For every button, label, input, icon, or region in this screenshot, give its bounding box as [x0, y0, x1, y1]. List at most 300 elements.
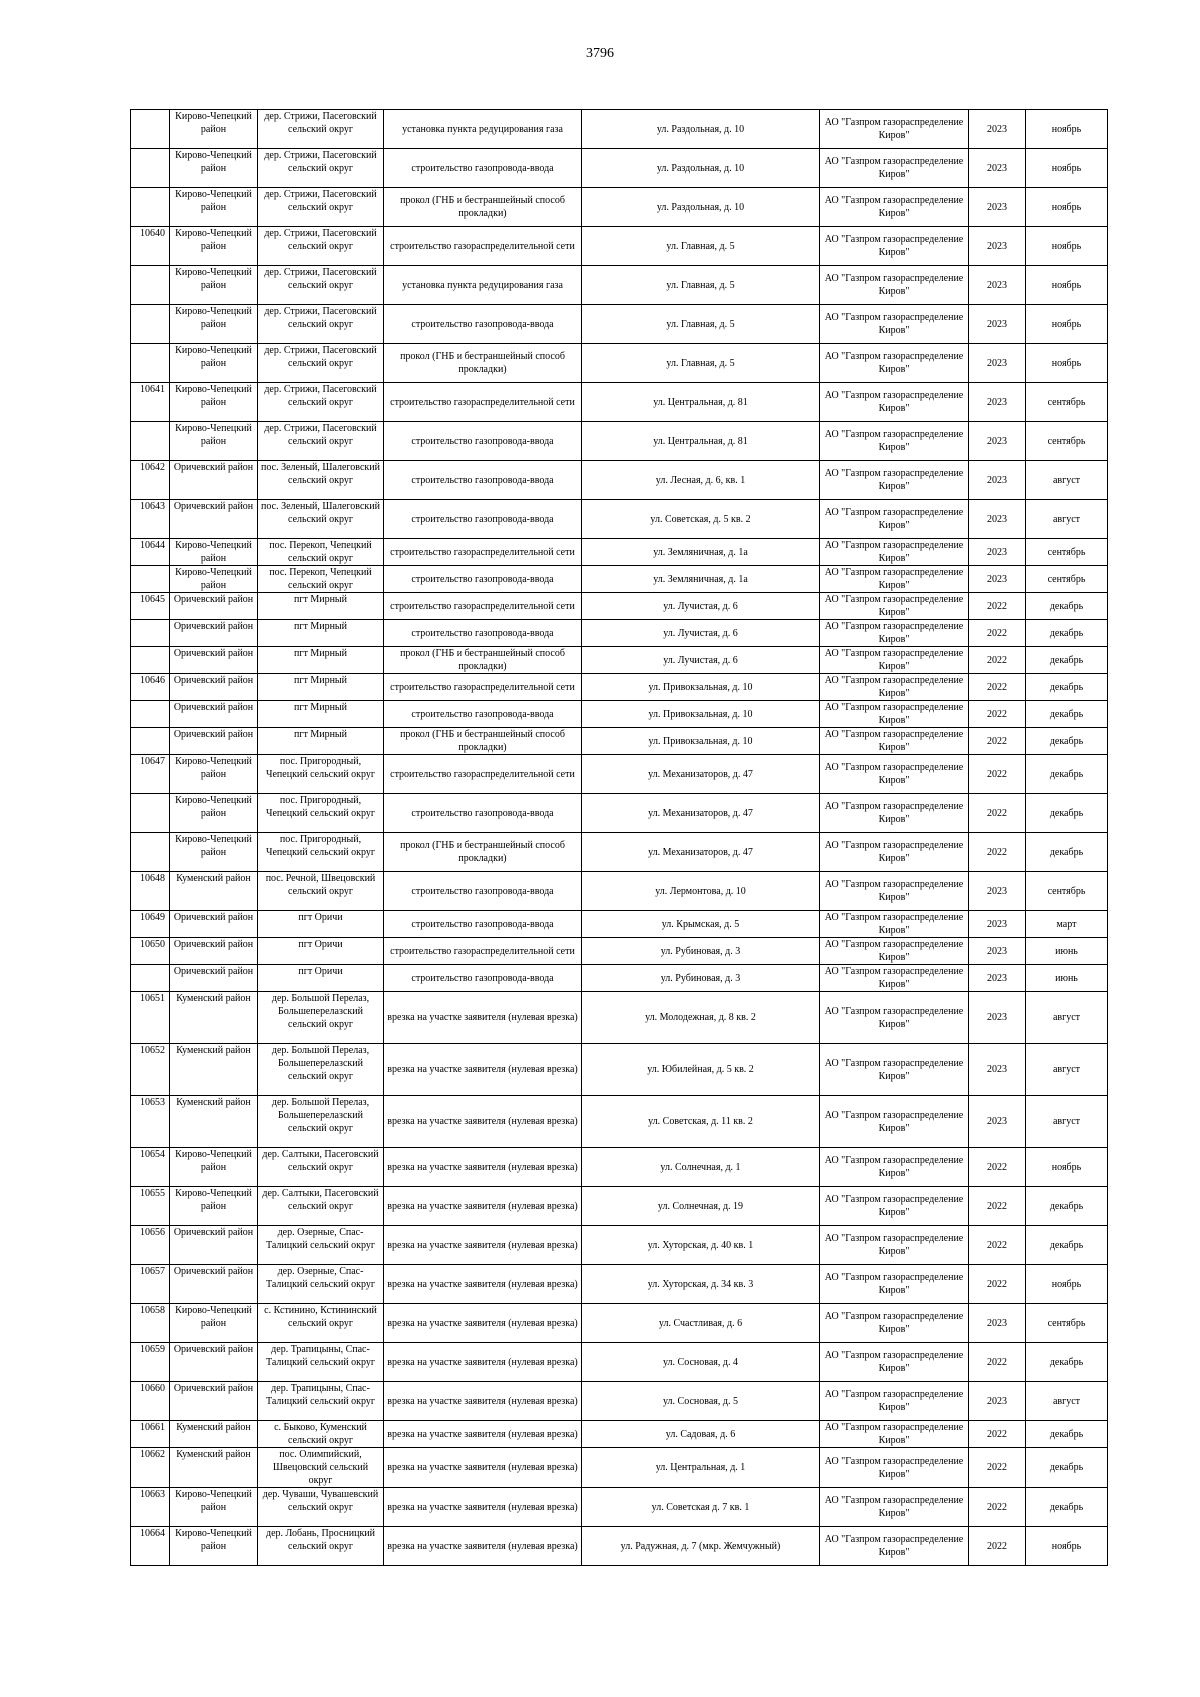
work-type-cell: врезка на участке заявителя (нулевая врезка): [384, 1343, 582, 1382]
work-type-cell: строительство газопровода-ввода: [384, 461, 582, 500]
month-cell: август: [1026, 461, 1108, 500]
settlement-cell: пгт Мирный: [258, 647, 384, 674]
month-cell: декабрь: [1026, 593, 1108, 620]
organization-cell: АО "Газпром газораспределение Киров": [820, 1304, 969, 1343]
work-type-cell: строительство газопровода-ввода: [384, 422, 582, 461]
row-number: [131, 305, 170, 344]
settlement-cell: дер. Салтыки, Пасеговский сельский округ: [258, 1187, 384, 1226]
address-cell: ул. Раздольная, д. 10: [582, 110, 820, 149]
year-cell: 2023: [969, 305, 1026, 344]
district-cell: Куменский район: [170, 992, 258, 1044]
work-type-cell: врезка на участке заявителя (нулевая врезка): [384, 1304, 582, 1343]
settlement-cell: пгт Мирный: [258, 728, 384, 755]
work-type-cell: строительство газораспределительной сети: [384, 539, 582, 566]
settlement-cell: пгт Мирный: [258, 620, 384, 647]
address-cell: ул. Механизаторов, д. 47: [582, 794, 820, 833]
month-cell: сентябрь: [1026, 1304, 1108, 1343]
district-cell: Куменский район: [170, 872, 258, 911]
work-type-cell: врезка на участке заявителя (нулевая врезка): [384, 1096, 582, 1148]
address-cell: ул. Раздольная, д. 10: [582, 188, 820, 227]
address-cell: ул. Советская д. 7 кв. 1: [582, 1488, 820, 1527]
settlement-cell: пгт Оричи: [258, 965, 384, 992]
address-cell: ул. Главная, д. 5: [582, 305, 820, 344]
month-cell: декабрь: [1026, 674, 1108, 701]
work-type-cell: врезка на участке заявителя (нулевая врезка): [384, 1382, 582, 1421]
settlement-cell: дер. Озерные, Спас-Талицкий сельский округ: [258, 1265, 384, 1304]
row-number: 10655: [131, 1187, 170, 1226]
organization-cell: АО "Газпром газораспределение Киров": [820, 755, 969, 794]
organization-cell: АО "Газпром газораспределение Киров": [820, 1488, 969, 1527]
table-row: [131, 938, 1108, 965]
address-cell: ул. Привокзальная, д. 10: [582, 728, 820, 755]
settlement-cell: пос. Пригородный, Чепецкий сельский округ: [258, 755, 384, 794]
row-number: [131, 647, 170, 674]
table-row: [131, 422, 1108, 461]
table-row: [131, 620, 1108, 647]
district-cell: Оричевский район: [170, 1226, 258, 1265]
year-cell: 2022: [969, 1421, 1026, 1448]
row-number: [131, 728, 170, 755]
month-cell: декабрь: [1026, 701, 1108, 728]
table-row: [131, 1265, 1108, 1304]
year-cell: 2023: [969, 1304, 1026, 1343]
row-number: 10663: [131, 1488, 170, 1527]
work-type-cell: врезка на участке заявителя (нулевая врезка): [384, 1044, 582, 1096]
month-cell: декабрь: [1026, 1488, 1108, 1527]
district-cell: Оричевский район: [170, 701, 258, 728]
district-cell: Кирово-Чепецкий район: [170, 422, 258, 461]
row-number: 10652: [131, 1044, 170, 1096]
month-cell: сентябрь: [1026, 539, 1108, 566]
row-number: [131, 620, 170, 647]
organization-cell: АО "Газпром газораспределение Киров": [820, 1187, 969, 1226]
settlement-cell: пос. Зеленый, Шалеговский сельский округ: [258, 461, 384, 500]
settlement-cell: дер. Стрижи, Пасеговский сельский округ: [258, 383, 384, 422]
organization-cell: АО "Газпром газораспределение Киров": [820, 110, 969, 149]
organization-cell: АО "Газпром газораспределение Киров": [820, 872, 969, 911]
district-cell: Кирово-Чепецкий район: [170, 1488, 258, 1527]
work-type-cell: строительство газораспределительной сети: [384, 674, 582, 701]
table-row: [131, 1448, 1108, 1488]
organization-cell: АО "Газпром газораспределение Киров": [820, 1044, 969, 1096]
settlement-cell: дер. Чуваши, Чувашевский сельский округ: [258, 1488, 384, 1527]
organization-cell: АО "Газпром газораспределение Киров": [820, 794, 969, 833]
year-cell: 2022: [969, 701, 1026, 728]
work-type-cell: врезка на участке заявителя (нулевая врезка): [384, 1187, 582, 1226]
year-cell: 2022: [969, 1527, 1026, 1566]
year-cell: 2022: [969, 674, 1026, 701]
row-number: 10650: [131, 938, 170, 965]
address-cell: ул. Центральная, д. 81: [582, 422, 820, 461]
settlement-cell: дер. Салтыки, Пасеговский сельский округ: [258, 1148, 384, 1187]
district-cell: Кирово-Чепецкий район: [170, 539, 258, 566]
organization-cell: АО "Газпром газораспределение Киров": [820, 938, 969, 965]
year-cell: 2023: [969, 149, 1026, 188]
organization-cell: АО "Газпром газораспределение Киров": [820, 911, 969, 938]
table-row: [131, 383, 1108, 422]
table-row: [131, 1044, 1108, 1096]
work-type-cell: установка пункта редуцирования газа: [384, 266, 582, 305]
row-number: 10656: [131, 1226, 170, 1265]
district-cell: Оричевский район: [170, 965, 258, 992]
settlement-cell: дер. Трапицыны, Спас-Талицкий сельский округ: [258, 1343, 384, 1382]
address-cell: ул. Привокзальная, д. 10: [582, 674, 820, 701]
row-number: 10661: [131, 1421, 170, 1448]
row-number: 10657: [131, 1265, 170, 1304]
organization-cell: АО "Газпром газораспределение Киров": [820, 1527, 969, 1566]
month-cell: декабрь: [1026, 794, 1108, 833]
table-row: [131, 305, 1108, 344]
address-cell: ул. Советская, д. 11 кв. 2: [582, 1096, 820, 1148]
address-cell: ул. Солнечная, д. 19: [582, 1187, 820, 1226]
organization-cell: АО "Газпром газораспределение Киров": [820, 1096, 969, 1148]
work-type-cell: прокол (ГНБ и бестраншейный способ прокладки): [384, 833, 582, 872]
work-type-cell: строительство газопровода-ввода: [384, 794, 582, 833]
row-number: [131, 833, 170, 872]
table-row: [131, 1187, 1108, 1226]
organization-cell: АО "Газпром газораспределение Киров": [820, 620, 969, 647]
work-type-cell: строительство газопровода-ввода: [384, 500, 582, 539]
district-cell: Оричевский район: [170, 728, 258, 755]
table-row: [131, 227, 1108, 266]
organization-cell: АО "Газпром газораспределение Киров": [820, 701, 969, 728]
district-cell: Кирово-Чепецкий район: [170, 266, 258, 305]
settlement-cell: дер. Большой Перелаз, Большеперелазский сельский округ: [258, 1044, 384, 1096]
year-cell: 2022: [969, 833, 1026, 872]
table-row: [131, 500, 1108, 539]
settlement-cell: пгт Мирный: [258, 593, 384, 620]
address-cell: ул. Раздольная, д. 10: [582, 149, 820, 188]
year-cell: 2022: [969, 755, 1026, 794]
organization-cell: АО "Газпром газораспределение Киров": [820, 728, 969, 755]
row-number: [131, 422, 170, 461]
district-cell: Кирово-Чепецкий район: [170, 149, 258, 188]
district-cell: Оричевский район: [170, 647, 258, 674]
district-cell: Оричевский район: [170, 461, 258, 500]
year-cell: 2022: [969, 620, 1026, 647]
district-cell: Оричевский район: [170, 1265, 258, 1304]
settlement-cell: дер. Лобань, Просницкий сельский округ: [258, 1527, 384, 1566]
organization-cell: АО "Газпром газораспределение Киров": [820, 422, 969, 461]
work-type-cell: строительство газораспределительной сети: [384, 593, 582, 620]
month-cell: декабрь: [1026, 1226, 1108, 1265]
year-cell: 2022: [969, 1148, 1026, 1187]
year-cell: 2023: [969, 500, 1026, 539]
month-cell: август: [1026, 1096, 1108, 1148]
month-cell: ноябрь: [1026, 149, 1108, 188]
settlement-cell: дер. Большой Перелаз, Большеперелазский сельский округ: [258, 992, 384, 1044]
organization-cell: АО "Газпром газораспределение Киров": [820, 992, 969, 1044]
settlement-cell: дер. Стрижи, Пасеговский сельский округ: [258, 110, 384, 149]
organization-cell: АО "Газпром газораспределение Киров": [820, 647, 969, 674]
table-row: [131, 872, 1108, 911]
address-cell: ул. Сосновая, д. 4: [582, 1343, 820, 1382]
row-number: 10648: [131, 872, 170, 911]
month-cell: август: [1026, 1382, 1108, 1421]
district-cell: Оричевский район: [170, 938, 258, 965]
table-row: [131, 1226, 1108, 1265]
year-cell: 2022: [969, 1448, 1026, 1488]
table-row: [131, 728, 1108, 755]
address-cell: ул. Лермонтова, д. 10: [582, 872, 820, 911]
district-cell: Кирово-Чепецкий район: [170, 833, 258, 872]
month-cell: март: [1026, 911, 1108, 938]
month-cell: ноябрь: [1026, 305, 1108, 344]
work-type-cell: прокол (ГНБ и бестраншейный способ прокладки): [384, 344, 582, 383]
year-cell: 2023: [969, 539, 1026, 566]
organization-cell: АО "Газпром газораспределение Киров": [820, 461, 969, 500]
work-type-cell: прокол (ГНБ и бестраншейный способ прокладки): [384, 728, 582, 755]
settlement-cell: пгт Мирный: [258, 701, 384, 728]
work-type-cell: врезка на участке заявителя (нулевая врезка): [384, 1527, 582, 1566]
work-type-cell: прокол (ГНБ и бестраншейный способ прокладки): [384, 647, 582, 674]
row-number: 10660: [131, 1382, 170, 1421]
row-number: 10647: [131, 755, 170, 794]
month-cell: декабрь: [1026, 728, 1108, 755]
district-cell: Кирово-Чепецкий район: [170, 794, 258, 833]
year-cell: 2022: [969, 1343, 1026, 1382]
address-cell: ул. Центральная, д. 81: [582, 383, 820, 422]
month-cell: ноябрь: [1026, 1148, 1108, 1187]
table-row: [131, 1304, 1108, 1343]
work-type-cell: врезка на участке заявителя (нулевая врезка): [384, 1265, 582, 1304]
table-row: [131, 344, 1108, 383]
address-cell: ул. Лучистая, д. 6: [582, 620, 820, 647]
month-cell: июнь: [1026, 938, 1108, 965]
month-cell: август: [1026, 1044, 1108, 1096]
year-cell: 2023: [969, 1096, 1026, 1148]
table-row: [131, 1527, 1108, 1566]
row-number: 10664: [131, 1527, 170, 1566]
row-number: 10662: [131, 1448, 170, 1488]
organization-cell: АО "Газпром газораспределение Киров": [820, 266, 969, 305]
settlement-cell: пгт Мирный: [258, 674, 384, 701]
row-number: 10649: [131, 911, 170, 938]
settlement-cell: дер. Стрижи, Пасеговский сельский округ: [258, 188, 384, 227]
month-cell: декабрь: [1026, 833, 1108, 872]
row-number: 10645: [131, 593, 170, 620]
district-cell: Оричевский район: [170, 500, 258, 539]
settlement-cell: пос. Пригородный, Чепецкий сельский округ: [258, 794, 384, 833]
year-cell: 2023: [969, 188, 1026, 227]
row-number: [131, 149, 170, 188]
year-cell: 2023: [969, 227, 1026, 266]
district-cell: Кирово-Чепецкий район: [170, 227, 258, 266]
work-type-cell: строительство газопровода-ввода: [384, 701, 582, 728]
address-cell: ул. Юбилейная, д. 5 кв. 2: [582, 1044, 820, 1096]
address-cell: ул. Главная, д. 5: [582, 266, 820, 305]
settlement-cell: дер. Стрижи, Пасеговский сельский округ: [258, 422, 384, 461]
table-row: [131, 911, 1108, 938]
address-cell: ул. Рубиновая, д. 3: [582, 965, 820, 992]
month-cell: сентябрь: [1026, 422, 1108, 461]
year-cell: 2023: [969, 566, 1026, 593]
work-type-cell: строительство газопровода-ввода: [384, 911, 582, 938]
work-type-cell: строительство газораспределительной сети: [384, 755, 582, 794]
table-row: [131, 1096, 1108, 1148]
month-cell: ноябрь: [1026, 1527, 1108, 1566]
year-cell: 2022: [969, 1265, 1026, 1304]
work-type-cell: строительство газораспределительной сети: [384, 938, 582, 965]
address-cell: ул. Советская, д. 5 кв. 2: [582, 500, 820, 539]
district-cell: Куменский район: [170, 1421, 258, 1448]
district-cell: Кирово-Чепецкий район: [170, 1527, 258, 1566]
year-cell: 2023: [969, 383, 1026, 422]
month-cell: ноябрь: [1026, 188, 1108, 227]
address-cell: ул. Крымская, д. 5: [582, 911, 820, 938]
month-cell: сентябрь: [1026, 872, 1108, 911]
address-cell: ул. Земляничная, д. 1а: [582, 566, 820, 593]
settlement-cell: с. Быково, Куменский сельский округ: [258, 1421, 384, 1448]
address-cell: ул. Радужная, д. 7 (мкр. Жемчужный): [582, 1527, 820, 1566]
organization-cell: АО "Газпром газораспределение Киров": [820, 593, 969, 620]
district-cell: Кирово-Чепецкий район: [170, 1304, 258, 1343]
district-cell: Оричевский район: [170, 593, 258, 620]
year-cell: 2022: [969, 1488, 1026, 1527]
district-cell: Оричевский район: [170, 674, 258, 701]
settlement-cell: пгт Оричи: [258, 911, 384, 938]
work-type-cell: врезка на участке заявителя (нулевая врезка): [384, 1448, 582, 1488]
address-cell: ул. Лесная, д. 6, кв. 1: [582, 461, 820, 500]
organization-cell: АО "Газпром газораспределение Киров": [820, 1226, 969, 1265]
month-cell: ноябрь: [1026, 110, 1108, 149]
district-cell: Оричевский район: [170, 620, 258, 647]
year-cell: 2022: [969, 593, 1026, 620]
address-cell: ул. Молодежная, д. 8 кв. 2: [582, 992, 820, 1044]
month-cell: декабрь: [1026, 1187, 1108, 1226]
table-row: [131, 1148, 1108, 1187]
year-cell: 2023: [969, 110, 1026, 149]
month-cell: декабрь: [1026, 1343, 1108, 1382]
work-type-cell: строительство газопровода-ввода: [384, 566, 582, 593]
organization-cell: АО "Газпром газораспределение Киров": [820, 188, 969, 227]
year-cell: 2023: [969, 344, 1026, 383]
year-cell: 2023: [969, 461, 1026, 500]
organization-cell: АО "Газпром газораспределение Киров": [820, 344, 969, 383]
row-number: [131, 794, 170, 833]
row-number: [131, 344, 170, 383]
table-row: [131, 1421, 1108, 1448]
row-number: 10642: [131, 461, 170, 500]
year-cell: 2023: [969, 938, 1026, 965]
district-cell: Оричевский район: [170, 1382, 258, 1421]
settlement-cell: пос. Перекоп, Чепецкий сельский округ: [258, 539, 384, 566]
table-row: [131, 794, 1108, 833]
year-cell: 2023: [969, 266, 1026, 305]
address-cell: ул. Механизаторов, д. 47: [582, 755, 820, 794]
row-number: 10644: [131, 539, 170, 566]
settlement-cell: дер. Озерные, Спас-Талицкий сельский округ: [258, 1226, 384, 1265]
address-cell: ул. Главная, д. 5: [582, 344, 820, 383]
organization-cell: АО "Газпром газораспределение Киров": [820, 227, 969, 266]
month-cell: ноябрь: [1026, 344, 1108, 383]
organization-cell: АО "Газпром газораспределение Киров": [820, 1343, 969, 1382]
settlement-cell: дер. Стрижи, Пасеговский сельский округ: [258, 266, 384, 305]
settlement-cell: пгт Оричи: [258, 938, 384, 965]
address-cell: ул. Рубиновая, д. 3: [582, 938, 820, 965]
row-number: [131, 188, 170, 227]
row-number: 10654: [131, 1148, 170, 1187]
organization-cell: АО "Газпром газораспределение Киров": [820, 539, 969, 566]
address-cell: ул. Лучистая, д. 6: [582, 593, 820, 620]
row-number: [131, 701, 170, 728]
district-cell: Куменский район: [170, 1448, 258, 1488]
organization-cell: АО "Газпром газораспределение Киров": [820, 833, 969, 872]
organization-cell: АО "Газпром газораспределение Киров": [820, 965, 969, 992]
work-type-cell: врезка на участке заявителя (нулевая врезка): [384, 1226, 582, 1265]
work-type-cell: строительство газопровода-ввода: [384, 620, 582, 647]
address-cell: ул. Лучистая, д. 6: [582, 647, 820, 674]
year-cell: 2022: [969, 794, 1026, 833]
settlement-cell: пос. Пригородный, Чепецкий сельский округ: [258, 833, 384, 872]
table-row: [131, 539, 1108, 566]
month-cell: декабрь: [1026, 1421, 1108, 1448]
month-cell: август: [1026, 992, 1108, 1044]
address-cell: ул. Механизаторов, д. 47: [582, 833, 820, 872]
work-type-cell: врезка на участке заявителя (нулевая врезка): [384, 1488, 582, 1527]
table-row: [131, 647, 1108, 674]
month-cell: ноябрь: [1026, 227, 1108, 266]
table-row: [131, 149, 1108, 188]
table-row: [131, 674, 1108, 701]
organization-cell: АО "Газпром газораспределение Киров": [820, 149, 969, 188]
table-row: [131, 755, 1108, 794]
year-cell: 2023: [969, 965, 1026, 992]
address-cell: ул. Счастливая, д. 6: [582, 1304, 820, 1343]
settlement-cell: с. Кстинино, Кстининский сельский округ: [258, 1304, 384, 1343]
year-cell: 2023: [969, 422, 1026, 461]
year-cell: 2023: [969, 872, 1026, 911]
row-number: 10658: [131, 1304, 170, 1343]
table-row: [131, 1343, 1108, 1382]
table-row: [131, 965, 1108, 992]
address-cell: ул. Центральная, д. 1: [582, 1448, 820, 1488]
organization-cell: АО "Газпром газораспределение Киров": [820, 1448, 969, 1488]
year-cell: 2022: [969, 647, 1026, 674]
district-cell: Куменский район: [170, 1044, 258, 1096]
month-cell: декабрь: [1026, 620, 1108, 647]
month-cell: сентябрь: [1026, 566, 1108, 593]
work-type-cell: строительство газопровода-ввода: [384, 965, 582, 992]
table-row: [131, 1488, 1108, 1527]
work-type-cell: врезка на участке заявителя (нулевая врезка): [384, 1421, 582, 1448]
settlement-cell: дер. Стрижи, Пасеговский сельский округ: [258, 227, 384, 266]
row-number: [131, 266, 170, 305]
settlement-cell: дер. Стрижи, Пасеговский сельский округ: [258, 344, 384, 383]
settlement-cell: дер. Стрижи, Пасеговский сельский округ: [258, 149, 384, 188]
organization-cell: АО "Газпром газораспределение Киров": [820, 383, 969, 422]
row-number: 10646: [131, 674, 170, 701]
district-cell: Кирово-Чепецкий район: [170, 344, 258, 383]
month-cell: июнь: [1026, 965, 1108, 992]
address-cell: ул. Солнечная, д. 1: [582, 1148, 820, 1187]
year-cell: 2022: [969, 1187, 1026, 1226]
district-cell: Кирово-Чепецкий район: [170, 755, 258, 794]
organization-cell: АО "Газпром газораспределение Киров": [820, 566, 969, 593]
district-cell: Кирово-Чепецкий район: [170, 566, 258, 593]
work-type-cell: строительство газопровода-ввода: [384, 149, 582, 188]
page-number: 3796: [586, 46, 614, 61]
district-cell: Оричевский район: [170, 1343, 258, 1382]
table-row: [131, 701, 1108, 728]
organization-cell: АО "Газпром газораспределение Киров": [820, 1265, 969, 1304]
work-type-cell: строительство газораспределительной сети: [384, 227, 582, 266]
organization-cell: АО "Газпром газораспределение Киров": [820, 305, 969, 344]
month-cell: ноябрь: [1026, 1265, 1108, 1304]
row-number: 10641: [131, 383, 170, 422]
month-cell: декабрь: [1026, 1448, 1108, 1488]
row-number: 10651: [131, 992, 170, 1044]
